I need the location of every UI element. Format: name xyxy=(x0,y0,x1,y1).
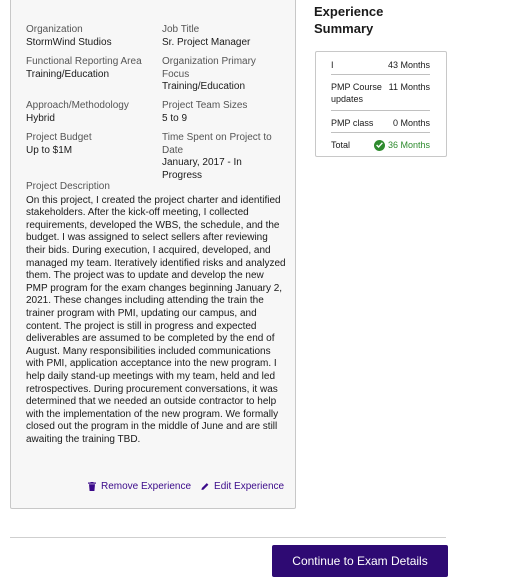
project-description xyxy=(26,181,286,446)
time-spent-value: January, 2017 - In Progress xyxy=(162,157,242,181)
approach-value: Hybrid xyxy=(26,112,55,124)
time-spent-field xyxy=(162,132,282,182)
team-sizes-field xyxy=(162,100,286,125)
team-sizes-label: Project Team Sizes xyxy=(162,100,248,111)
summary-row-label: I xyxy=(331,60,334,70)
summary-total-label: Total xyxy=(331,140,351,150)
job-title-field xyxy=(162,24,286,49)
trash-icon xyxy=(88,482,96,491)
approach-label: Approach/Methodology xyxy=(26,100,129,111)
summary-row xyxy=(331,111,430,133)
org-focus-label: Organization Primary Focus xyxy=(162,56,256,80)
functional-area-value: Training/Education xyxy=(26,68,110,80)
summary-title: Experience Summary xyxy=(314,4,384,36)
check-circle-icon xyxy=(374,140,385,151)
job-title-label: Job Title xyxy=(162,24,200,35)
remove-experience-button[interactable] xyxy=(88,481,191,492)
time-spent-label: Time Spent on Project to Date xyxy=(162,132,272,156)
summary-total-value: 36 Months xyxy=(387,140,430,150)
remove-experience-label: Remove Experience xyxy=(101,481,192,492)
project-description-text: On this project, I created the project charter and identified stakeholders. After the kick-off meeting, I collected requirements, developed the WBS, the schedule, and the budget. I was assigned to select sellers after reviewing their bids. During execution, I acquired, developed, and managed my team. Iteratively identified risks and analyzed them. The project was to update and develop the new PMP program for the exam changes beginning January 2, 2021. These changes including attending the train the trainer program with PMI, updating our campus, and content. The project is still in progress and expected deliverables are assumed to be completed by the end of August. Many responsibilities included communications with PMI, application acceptance into the new program. I help daily stand-up meetings with my team, held and led retrospectives. During procurement conversations, it was determined that we needed an outside contractor to help with the implementation of the new program. We formally closed out the program in the middle of June and are still awaiting the training TBD. xyxy=(26,194,286,445)
project-description-label: Project Description xyxy=(26,181,110,192)
org-focus-value: Training/Education xyxy=(162,81,246,92)
summary-row-value: 11 Months xyxy=(388,82,430,92)
summary-row-label: PMP class xyxy=(331,118,374,128)
budget-field xyxy=(26,132,156,157)
experience-summary-box xyxy=(315,51,447,157)
job-title-value: Sr. Project Manager xyxy=(162,36,251,48)
summary-row-value: 0 Months xyxy=(392,118,430,128)
organization-label: Organization xyxy=(26,24,83,35)
summary-row-value: 43 Months xyxy=(387,60,430,70)
functional-area-field xyxy=(26,56,156,81)
continue-to-exam-details-button[interactable]: Continue to Exam Details xyxy=(272,545,448,577)
edit-experience-button[interactable] xyxy=(201,481,284,492)
summary-row-label: PMP Course updates xyxy=(331,82,382,104)
org-focus-field xyxy=(162,56,272,94)
organization-field xyxy=(26,24,156,49)
functional-area-label: Functional Reporting Area xyxy=(26,56,142,67)
experience-actions xyxy=(88,481,284,492)
summary-row xyxy=(331,75,430,111)
summary-total-row xyxy=(331,133,430,155)
budget-label: Project Budget xyxy=(26,132,92,143)
summary-total-value-wrap xyxy=(374,139,430,151)
pencil-icon xyxy=(201,482,209,491)
summary-row xyxy=(331,56,430,75)
organization-value: StormWind Studios xyxy=(26,36,112,48)
team-sizes-value: 5 to 9 xyxy=(162,112,188,124)
budget-value: Up to $1M xyxy=(26,144,73,156)
edit-experience-label: Edit Experience xyxy=(214,481,285,492)
footer-divider xyxy=(10,537,446,538)
approach-field xyxy=(26,100,156,125)
